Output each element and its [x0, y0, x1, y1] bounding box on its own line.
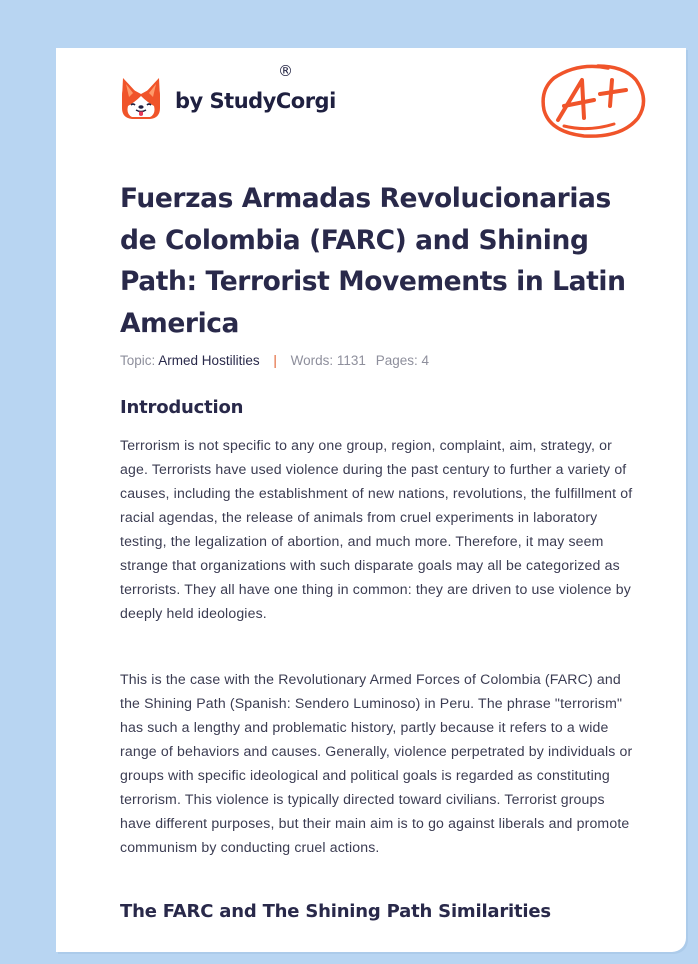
registered-mark: ®: [278, 62, 293, 80]
meta-separator: |: [273, 353, 277, 368]
document-meta: [120, 353, 429, 368]
brand-name: by StudyCorgi: [175, 89, 336, 113]
paragraph: This is the case with the Revolutionary Armed Forces of Colombia (FARC) and the Shining Path (Spanish: Sendero Luminoso) in Peru. The phrase "terrorism" has such a lengthy and problematic history, partly because it refers to a wide range of behaviors and causes. Generally, violence perpetrated by individuals or groups with specific ideological and political goals is regarded as constituting terrorism. This violence is typically directed toward civilians. Terrorist groups have different purposes, but their main aim is to go against liberals and promote communism by conducting cruel actions.: [120, 671, 633, 855]
paragraph: Terrorism is not specific to any one group, region, complaint, aim, strategy, or age. Terrorists have used violence during the past century to further a variety of causes, including the establishment of new nations, revolutions, the fulfillment of racial agendas, the release of animals from cruel experiments in laboratory testing, the legalization of abortion, and much more. Therefore, it may seem strange that organizations with such disparate goals may all be categorized as terrorists. They all have one thing in common: they are driven to use violence by deeply held ideologies.: [120, 437, 633, 621]
topic-label: Topic:: [120, 353, 156, 368]
corgi-logo-icon: [120, 76, 162, 120]
document-title: Fuerzas Armadas Revolucionarias de Colombia (FARC) and Shining Path: Terrorist Movements in Latin America: [120, 183, 626, 339]
document-card: [56, 48, 686, 952]
word-count: Words: 1131: [290, 353, 366, 368]
section-heading-similarities: The FARC and The Shining Path Similarities: [120, 901, 551, 922]
a-plus-grade-icon: [538, 60, 648, 140]
topic-link[interactable]: Armed Hostilities: [158, 353, 260, 368]
studycorgi-logo[interactable]: [120, 76, 336, 120]
section-heading-introduction: Introduction: [120, 397, 244, 418]
page-count: Pages: 4: [375, 353, 429, 368]
